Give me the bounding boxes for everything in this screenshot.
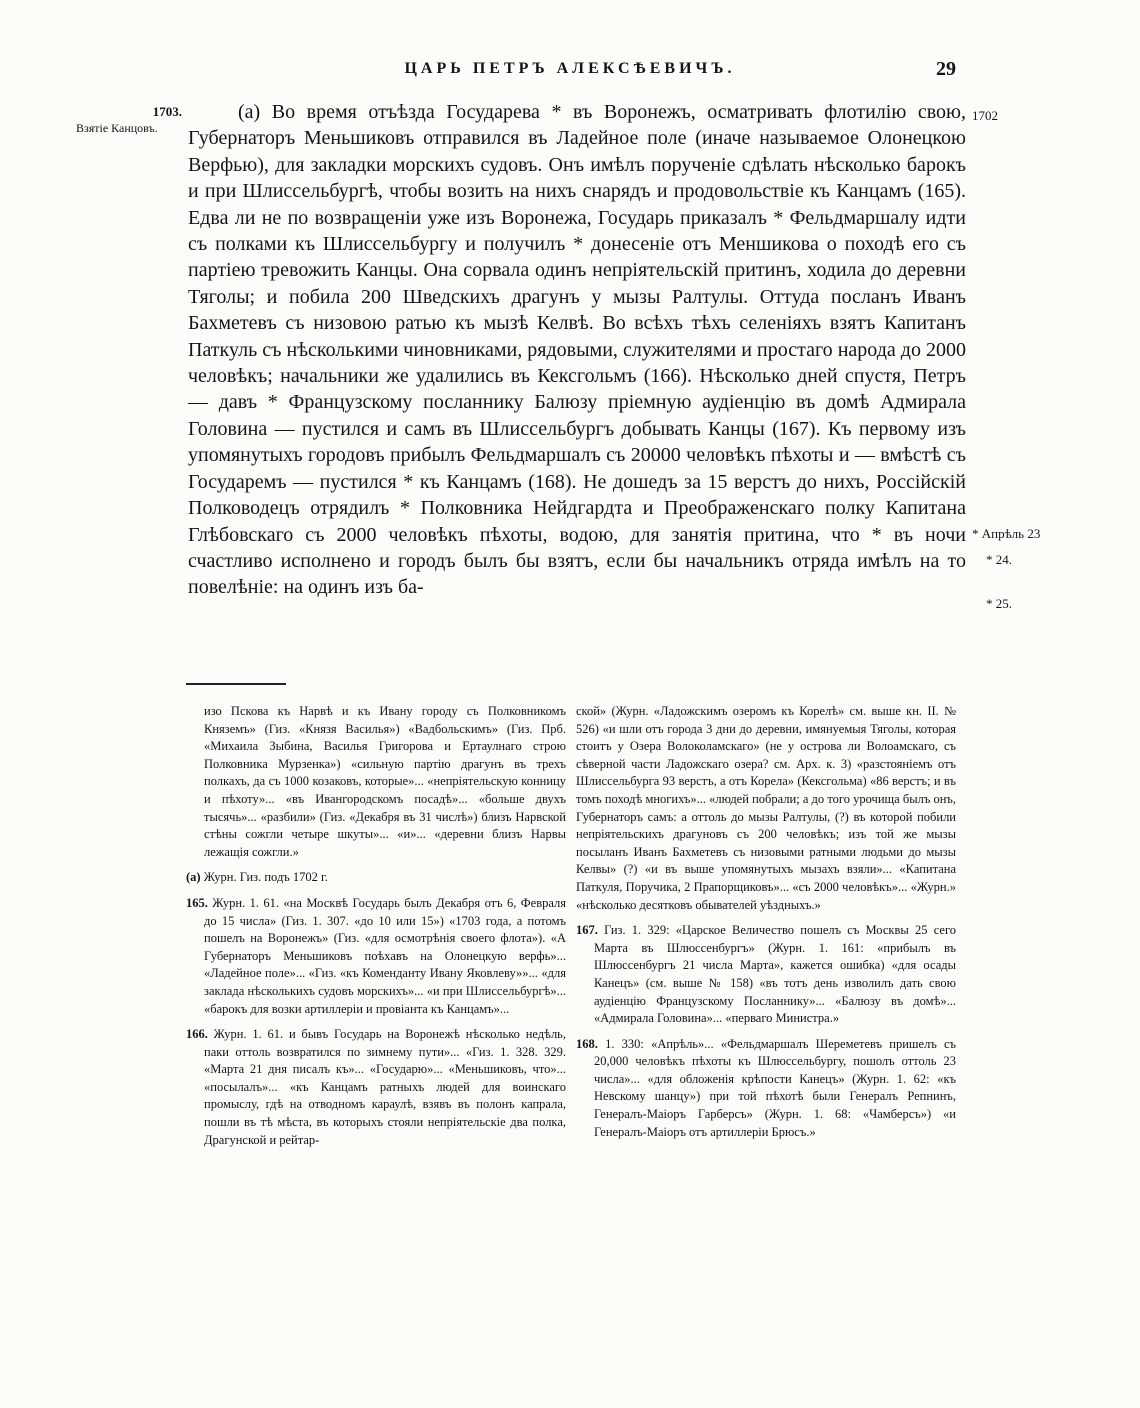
margin-date-25: * 25. [986,596,1012,611]
footnote-a [186,869,566,887]
margin-date-24: * 24. [986,552,1012,567]
footnote-text: Журн. Гиз. подъ 1702 г. [203,870,328,885]
footnote-text: изо Пскова къ Нарвѣ и къ Ивану городу съ Полковникомъ Княземъ» (Гиз. «Князя Василья») «Вадбольскимъ» (Гиз. Прб. «Михаила Зыбина, Василья Григорова и Ертаулнаго строю Полковника Мурзенка») «сильную партію драгунъ въ трехъ полкахъ, да съ 1000 козаковъ, которые»... «непріятельскую конницу и пѣхоту»... «въ Ивангородскомъ посадѣ»... «больше двухъ тысячь»... «разбили» (Гиз. «Декабря въ 31 числѣ») близъ Нарвской стѣны сожгли четыре шкуты»... «и»... «деревни близъ Нарвы лежащія сожгли.» [204,704,566,859]
footnote-number: 167. [576,923,598,938]
footnote-167 [576,922,956,1028]
footnote-165 [186,895,566,1018]
footnote-text: ской» (Журн. «Ладожскимъ озеромъ къ Корелѣ» см. выше кн. II. № 526) «и шли отъ города 3 дни до деревни, имянуемыя Тяголы, которая стоитъ у Озера Волоколамскаго» (не у острова ли Волоамскаго, съ сѣверной части Ладожскаго озера? см. Арх. к. 3) «разстояніемъ отъ Шлиссельбурга 93 верстъ, а отъ Корела» (Кексгольма) «86 верстъ; и въ томъ походѣ многихъ»... «людей побрали; а до того урочища былъ онъ, Губернаторъ самъ: а оттоль до мызы Ралтулы, (?) въ которой побили непріятельскихъ драгуновъ съ 200 человѣкъ; изъ той же мызы посыланъ Иванъ Бахметевъ съ низовыми ратными людьми до мызы Келвы» (?) «и въ выше упомянутыхъ мызахъ взяли»... «Капитана Паткуля, Поручика, 2 Прапорщиковъ»... «съ 2000 человѣкъ»... «Журн.» «нѣсколько десятковъ обывателей уѣздныхъ.» [576,704,956,912]
footnote-number: 165. [186,895,208,910]
footnote-text: Журн. 1. 61. и бывъ Государь на Воронежѣ нѣсколько недѣль, паки оттоль возвратился по зимнему пути»... «Гиз. 1. 328. 329. «Марта 21 дня писалъ къ»... «Государю»... «Меньшиковъ, что»... «посылалъ»... «къ Канцамъ ратныхъ людей для воинскаго промыслу, гдѣ на отводномъ караулѣ, взявъ въ полонъ капрала, пошли въ тѣ мѣста, въ которыхъ стояли непріятельскіе два полка, Драгунской и рейтар- [204,1027,567,1147]
footnote-number: 168. [576,1036,598,1051]
page-number: 29 [936,58,956,80]
footnote-text: 1. 330: «Апрѣль»... «Фельдмаршалъ Шереметевъ пришелъ съ 20,000 человѣкъ пѣхоты къ Шлюссельбургу, пошолъ оттоль 23 числа»... «для обложенія крѣпости Канецъ» (Журн. 1. 62: «къ Невскому шанцу») при той пѣхотѣ были Генералъ Репнинъ, Генералъ-Маіоръ Гарберсъ» (Журн. 1. 68: «Чамберсъ») «и Генералъ-Маіоръ отъ артиллеріи Брюсъ.» [594,1036,956,1139]
footnote-text: Журн. 1. 61. «на Москвѣ Государь былъ Декабря отъ 6, Февраля до 15 числа» (Гиз. 1. 307. «до 10 или 15») «1703 года, а потомъ пошелъ на Воронежъ» (Гиз. «для осмотрѣнія своего флота»). «А Губернаторъ Меньшиковъ поѣхавъ на Олонецкую верфь»... «Ладейное поле»... «Гиз. «къ Коменданту Ивану Яковлеву»»... «для заклада нѣсколькихъ судовъ морскихъ»... «и при Шлиссельбургѣ»... «барокъ для возки артиллеріи и провіанта къ Канцамъ»... [204,895,567,1016]
footnotes-left-column [186,703,566,1157]
footnote-168 [576,1036,956,1142]
left-margin-notes [76,104,182,136]
margin-topic: Взятіе Канцовъ. [76,121,158,135]
running-header-title: ЦАРЬ ПЕТРЪ АЛЕКСѢЕВИЧЪ. [404,60,736,77]
main-paragraph-text: (a) Во время отъѣзда Государева * въ Воронежъ, осматривать флотилію свою, Губернаторъ Меньшиковъ отправился въ Ладейное поле (иначе называемое Олонецкою Верфью), для закладки морскихъ судовъ. Онъ имѣлъ порученіе сдѣлать нѣсколько барокъ и при Шлиссельбургѣ, чтобы возить на нихъ снарядъ и продовольствіе къ Канцамъ (165). Едва ли не по возвращеніи уже изъ Воронежа, Государь приказалъ * Фельдмаршалу идти съ полками къ Шлиссельбургу и получилъ * донесеніе отъ Меншикова о походѣ его съ партіею тревожить Канцы. Она сорвала одинъ непріятельскій притинъ, ходила до деревни Тяголы; и побила 200 Шведскихъ драгунъ у мызы Ралтулы. Оттуда посланъ Иванъ Бахметевъ съ низовою ратью къ мызѣ Келвѣ. Во всѣхъ тѣхъ селеніяхъ взятъ Капитанъ Паткуль съ нѣсколькими чиновниками, рядовыми, служителями и простаго народа до 2000 человѣкъ; начальники же удалились въ Кексгольмъ (166). Нѣсколько дней спустя, Петръ — давъ * Французскому посланнику Балюзу пріемную аудіенцію въ домѣ Адмирала Головина — пустился и самъ въ Шлиссельбургъ добывать Канцы (167). Къ первому изъ упомянутыхъ городовъ прибылъ Фельдмаршалъ съ 20000 человѣкъ пѣхоты и — вмѣстѣ съ Государемъ — пустился * къ Канцамъ (168). Не дошедъ за 15 верстъ до нихъ, Россійскій Полководецъ отрядилъ * Полковника Нейдгардта и Преображенскаго полку Капитана Глѣбовскаго съ 2000 человѣкъ пѣхоты, водою, для занятія притина, что * въ ночи счастливо исполнено и городъ былъ бы взятъ, если бы начальникъ отряда имѣлъ на то повелѣніе: на одинъ изъ ба- [188,101,966,599]
footnote-text: Гиз. 1. 329: «Царское Величество пошелъ съ Москвы 25 сего Марта въ Шлюссенбургъ» (Журн. 1. 161: «прибылъ въ Шлюссенбургъ 21 числа Марта», кажется ошибка) «для осады Канецъ» (см. выше № 158) «въ тотъ день изволилъ дать свою аудіенцію Французскому Посланнику»... «Балюзу въ домѣ»... «Адмирала Головина»... «перваго Министра.» [594,923,957,1026]
margin-date-april-23: * Апрѣль 23 [972,526,1041,541]
main-paragraph [188,99,966,601]
footnote-continuation [186,703,566,861]
footnotes-right-column [576,703,956,1149]
footnote-number: 166. [186,1027,208,1042]
footnote-number: (a) [186,870,201,885]
footnote-166 [186,1026,566,1149]
margin-year-right: 1702 [972,108,998,123]
footnote-continuation [576,703,956,914]
footnote-divider [186,683,286,685]
margin-year: 1703. [152,104,182,119]
